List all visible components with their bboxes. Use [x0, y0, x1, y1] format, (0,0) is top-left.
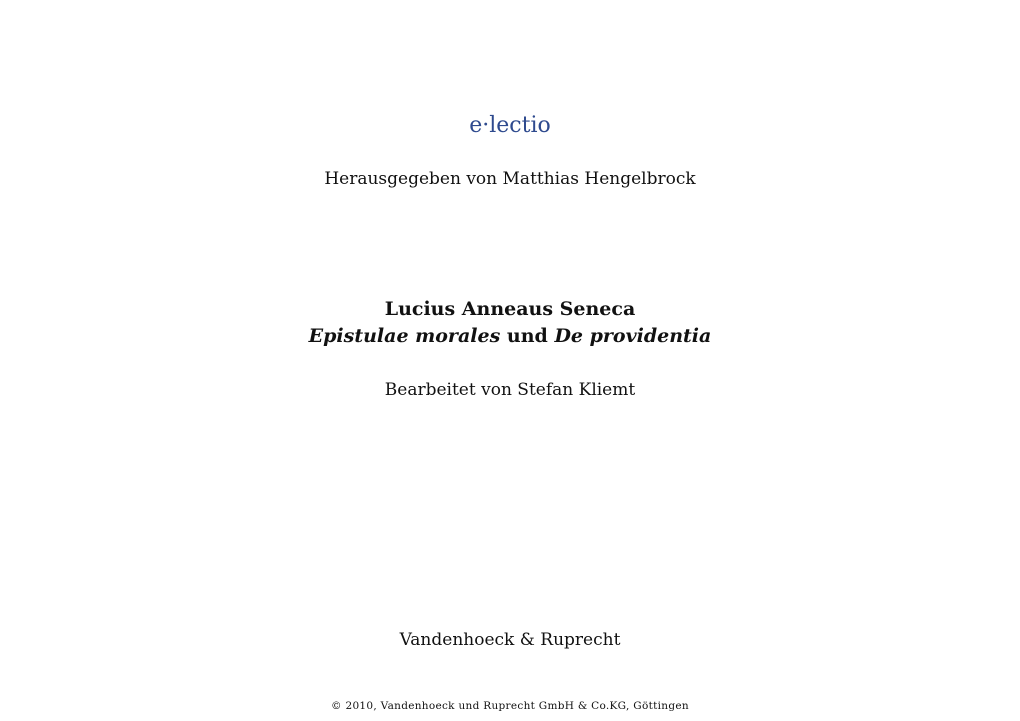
publisher: Vandenhoeck & Ruprecht — [399, 630, 621, 650]
title-part-1: Epistulae morales — [308, 325, 501, 347]
series-title: e·lectio — [469, 113, 551, 138]
copyright-notice: © 2010, Vandenhoeck und Ruprecht GmbH & Co.KG, Göttingen — [331, 700, 689, 712]
title-part-2: De providentia — [554, 325, 712, 347]
adapter-line: Bearbeitet von Stefan Kliemt — [384, 380, 636, 400]
book-title — [0, 325, 1020, 347]
title-conjunction: und — [506, 325, 548, 347]
author-name: Lucius Anneaus Seneca — [384, 298, 636, 320]
editor-line: Herausgegeben von Matthias Hengelbrock — [324, 169, 696, 189]
